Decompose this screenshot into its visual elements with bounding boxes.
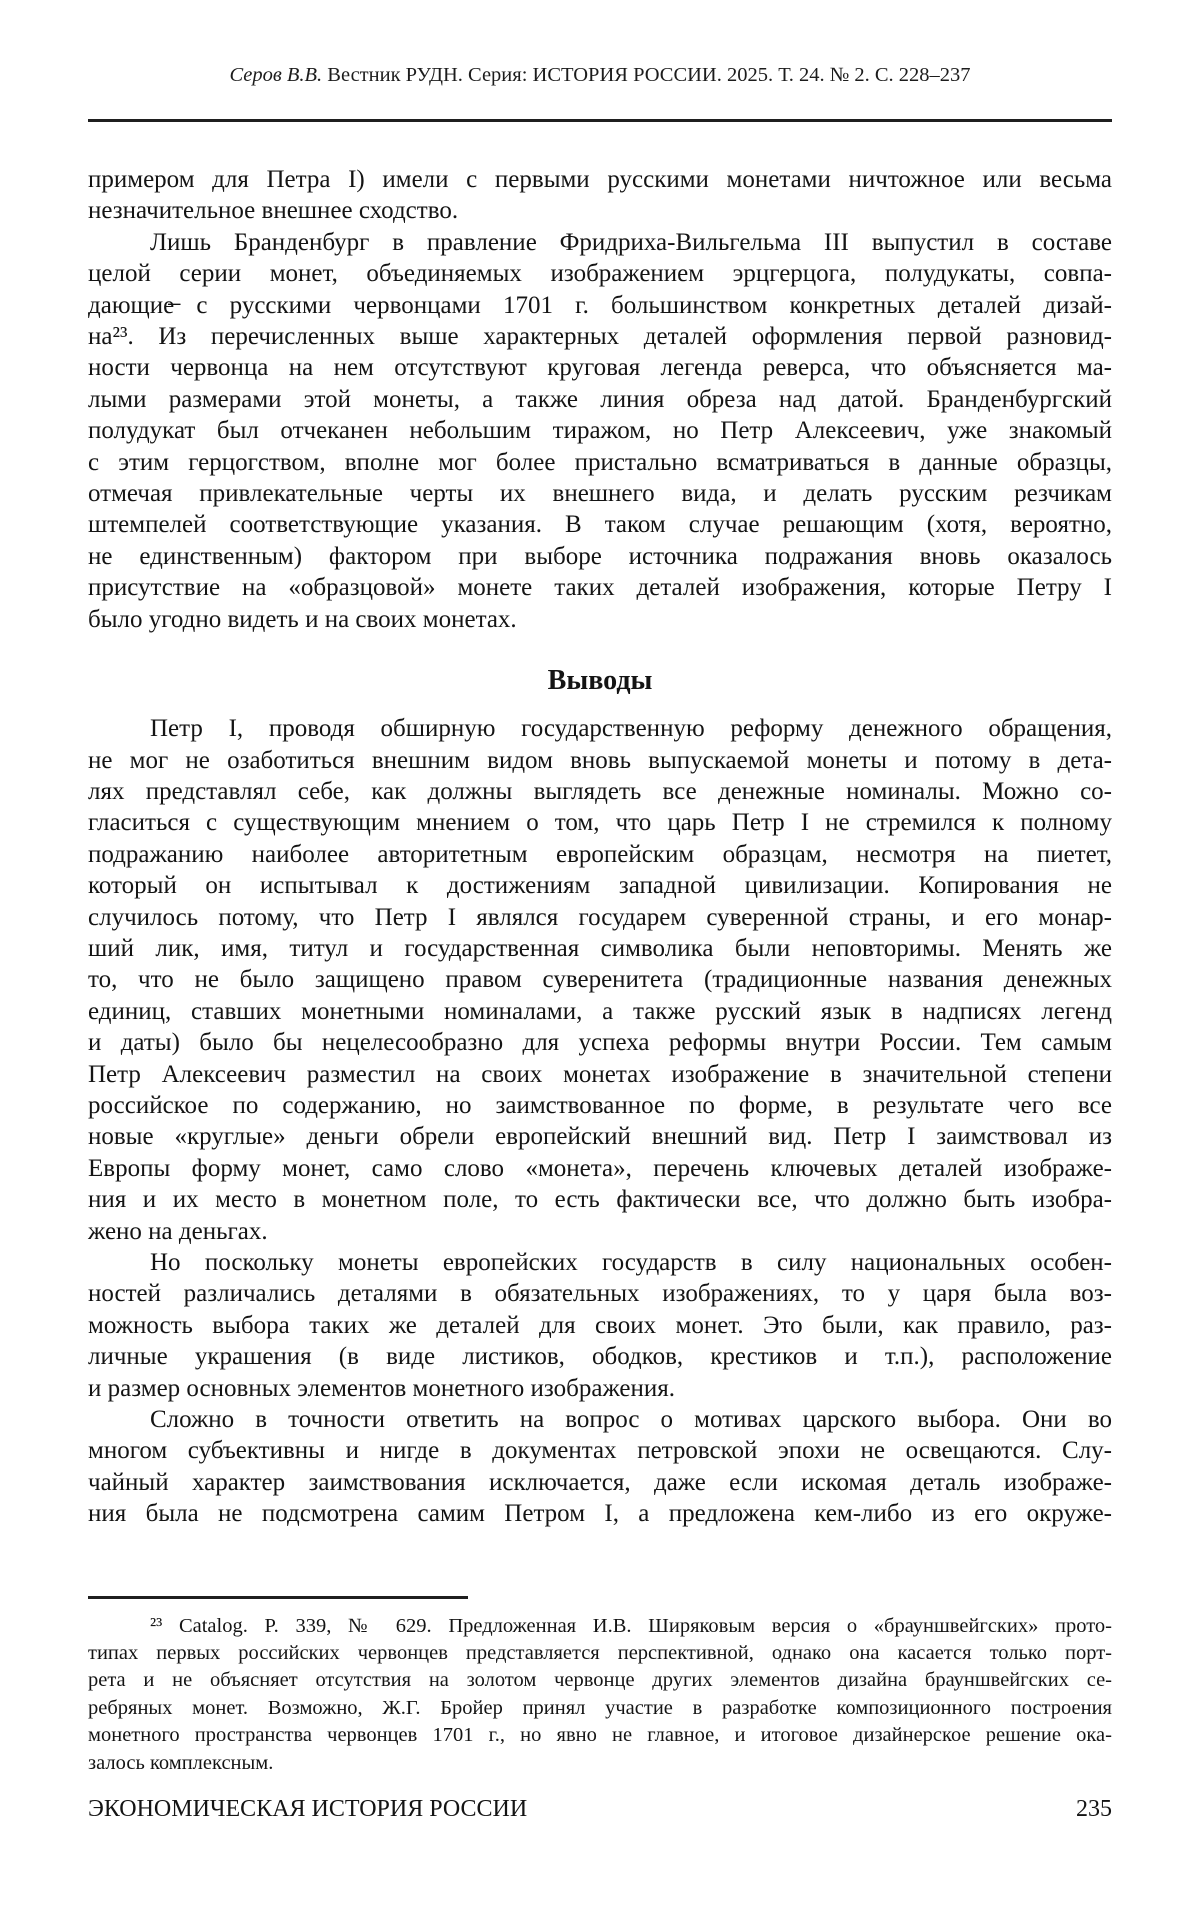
text-line: Сложно в точности ответить на вопрос о мотивах царского выбора. Они во xyxy=(150,1406,1112,1434)
text-line: полудукат был отчеканен небольшим тиражом, но Петр Алексеевич, уже знакомый xyxy=(88,417,1112,445)
text-line: новые «круглые» деньги обрели европейский внешний вид. Петр I заимствовал из xyxy=(88,1123,1112,1151)
text-line: и размер основных элементов монетного изображения. xyxy=(88,1374,675,1402)
running-head-citation: Вестник РУДН. Серия: ИСТОРИЯ РОССИИ. 2025. Т. 24. № 2. С. 228–237 xyxy=(322,64,971,86)
text-line: единиц, ставших монетными номиналами, а также русский язык в надписях легенд xyxy=(88,997,1112,1025)
text-line: то, что не было защищено правом суверенитета (традиционные названия денежных xyxy=(88,966,1112,994)
text-line: рета и не объясняет отсутствия на золотом червонце других элементов дизайна брауншвейгских се- xyxy=(88,1669,1112,1692)
text-line: ности червонца на нем отсутствуют круговая легенда реверса, что объясняется ма- xyxy=(88,354,1112,382)
section-heading: Выводы xyxy=(547,665,653,697)
text-line: ния была не подсмотрена самим Петром I, а предложена кем-либо из его окруже- xyxy=(88,1500,1112,1528)
text-line: штемпелей соответствующие указания. В таком случае решающим (хотя, вероятно, xyxy=(88,511,1112,539)
text-line: Лишь Бранденбург в правление Фридриха-Вильгельма III выпустил в составе xyxy=(150,228,1112,256)
text-line: личные украшения (в виде листиков, ободков, крестиков и т.п.), расположение xyxy=(88,1343,1112,1371)
text-line: случилось потому, что Петр I являлся государем суверенной страны, и его монар- xyxy=(88,903,1112,931)
paragraph xyxy=(88,1247,1112,1404)
page-number: 235 xyxy=(1076,1796,1112,1823)
page-footer xyxy=(88,1794,1112,1824)
text-line: типах первых российских червонцев представляется перспективной, однако она касается только порт- xyxy=(88,1642,1112,1665)
text-line: с этим герцогством, вполне мог более пристально всматриваться в данные образцы, xyxy=(88,448,1112,476)
page-content xyxy=(88,0,1112,1824)
text-line: не единственным) фактором при выборе источника подражания вновь оказалось xyxy=(88,542,1112,570)
text-line: незначительное внешнее сходство. xyxy=(88,197,459,225)
text-line: можность выбора таких же деталей для своих монет. Это были, как правило, раз- xyxy=(88,1311,1112,1339)
text-line: ния и их место в монетном поле, то есть фактически все, что должно быть изобра- xyxy=(88,1186,1112,1214)
paragraph xyxy=(88,164,1112,227)
text-line: залось комплексным. xyxy=(88,1751,274,1774)
text-line: было угодно видеть и на своих монетах. xyxy=(88,605,517,633)
text-line: монетного пространства червонцев 1701 г., но явно не главное, и итоговое дизайнерское решение ока- xyxy=(88,1724,1112,1747)
text-line: подражанию наиболее авторитетным европейским образцам, несмотря на пиетет, xyxy=(88,840,1112,868)
text-line: отмечая привлекательные черты их внешнего вида, и делать русским резчикам xyxy=(88,480,1112,508)
article-body xyxy=(88,164,1112,1530)
text-line: ший лик, имя, титул и государственная символика были неповторимы. Менять же xyxy=(88,934,1112,962)
text-line: российское по содержанию, но заимствованное по форме, в результате чего все xyxy=(88,1091,1112,1119)
paragraph xyxy=(88,713,1112,1247)
text-line: лях представлял себе, как должны выглядеть все денежные номиналы. Можно со- xyxy=(88,777,1112,805)
text-line: Петр I, проводя обширную государственную реформу денежного обращения, xyxy=(150,715,1112,743)
text-line: который он испытывал к достижениям западной цивилизации. Копирования не xyxy=(88,872,1112,900)
footnote-separator xyxy=(88,1596,468,1599)
text-line: гласиться с существующим мнением о том, что царь Петр I не стремился к полному xyxy=(88,809,1112,837)
footnote xyxy=(88,1613,1112,1777)
text-line: многом субъективны и нигде в документах петровской эпохи не освещаются. Слу- xyxy=(88,1437,1112,1465)
paragraph xyxy=(88,1404,1112,1530)
text-line: ²³ Catalog. P. 339, № 629. Предложенная И.В. Ширяковым версия о «брауншвейгских» прото- xyxy=(150,1614,1112,1637)
text-line: Но поскольку монеты европейских государств в силу национальных особен- xyxy=(150,1249,1112,1276)
text-line: Европы форму монет, само слово «монета», перечень ключевых деталей изображе- xyxy=(88,1154,1112,1182)
text-line: ностей различались деталями в обязательных изображениях, то у царя была воз- xyxy=(88,1280,1112,1308)
text-line: Петр Алексеевич разместил на своих монетах изображение в значительной степени xyxy=(88,1060,1112,1088)
running-head xyxy=(88,0,1112,88)
running-head-author: Серов В.В. xyxy=(229,64,323,86)
header-rule xyxy=(88,119,1112,122)
running-title: ЭКОНОМИЧЕСКАЯ ИСТОРИЯ РОССИИ xyxy=(88,1796,528,1823)
text-line: ребряных монет. Возможно, Ж.Г. Бройер принял участие в разработке композиционного построения xyxy=(88,1696,1112,1719)
text-line: и даты) было бы нецелесообразно для успеха реформы внутри России. Тем самым xyxy=(88,1029,1112,1057)
text-line: чайный характер заимствования исключается, даже если искомая деталь изображе- xyxy=(88,1468,1112,1496)
text-line: присутствие на «образцовой» монете таких деталей изображения, которые Петру I xyxy=(88,574,1112,602)
text-line: целой серии монет, объединяемых изображением эрцгерцога, полудукаты, совпа- xyxy=(88,260,1112,288)
text-line: на²³. Из перечисленных выше характерных деталей оформления первой разновид- xyxy=(88,323,1112,351)
text-line: примером для Петра I) имели с первыми русскими монетами ничтожное или весьма xyxy=(88,166,1112,193)
text-line: лыми размерами этой монеты, а также линия обреза над датой. Бранденбургский xyxy=(88,385,1112,413)
text-line: не мог не озаботиться внешним видом вновь выпускаемой монеты и потому в дета- xyxy=(88,746,1112,774)
paragraph xyxy=(88,227,1112,635)
text-line: дающие̶ с русскими червонцами 1701 г. большинством конкретных деталей дизай- xyxy=(88,291,1112,319)
text-line: жено на деньгах. xyxy=(88,1217,268,1245)
